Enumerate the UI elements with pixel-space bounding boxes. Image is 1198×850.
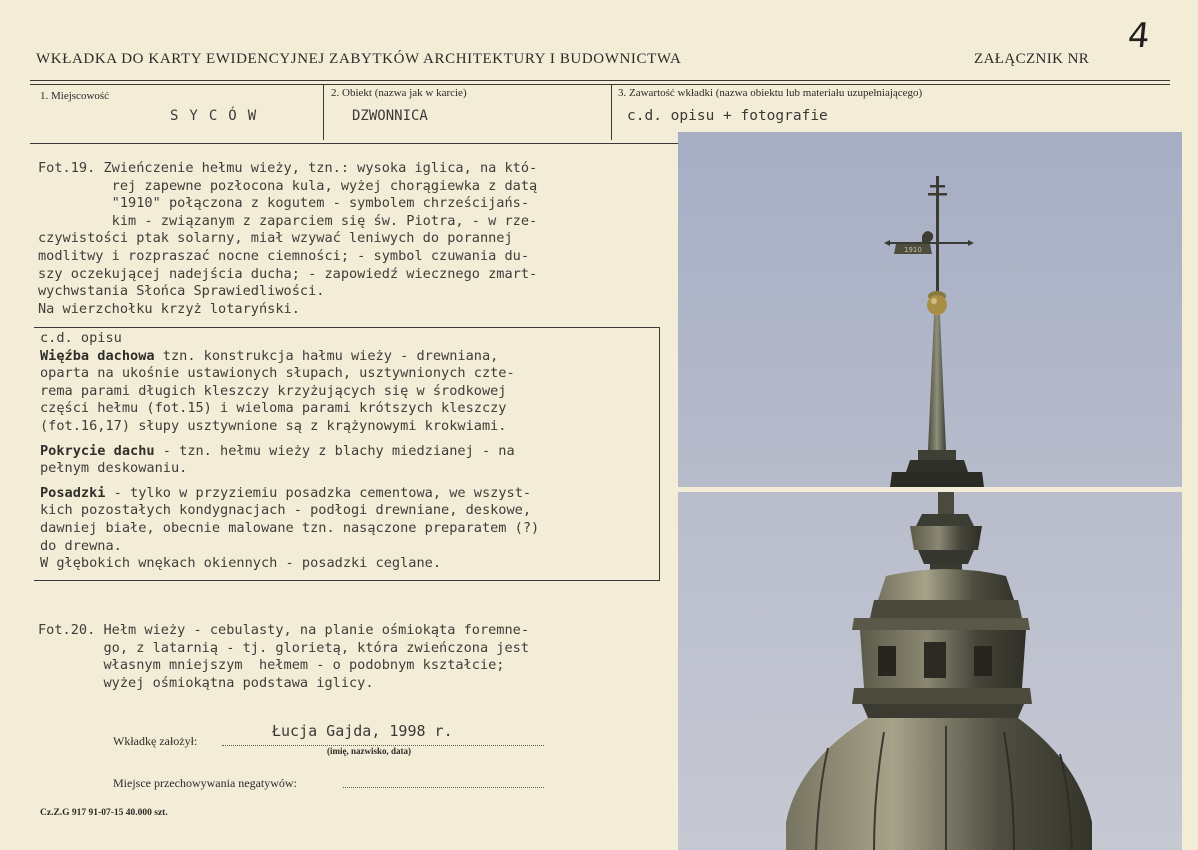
description-line: części hełmu (fot.15) i wieloma parami krótszych kleszczy bbox=[40, 400, 507, 417]
description-line: rema parami długich kleszczy krzyżujących się w środkowej bbox=[40, 382, 507, 399]
field3-label: 3. Zawartość wkładki (nazwa obiektu lub materiału uzupełniającego) bbox=[618, 87, 923, 99]
photo-spire-top bbox=[678, 132, 1182, 487]
attachment-number: 4 bbox=[1125, 16, 1152, 56]
fot19-line: "1910" połączona z kogutem - symbolem chrześcijańs- bbox=[38, 195, 530, 212]
fot20-line: Fot.20. Hełm wieży - cebulasty, na planie ośmiokąta foremne- bbox=[38, 622, 530, 638]
fot20-line: wyżej ośmiokątna podstawa iglicy. bbox=[38, 674, 374, 691]
fot20-line: własnym mniejszym hełmem - o podobnym kształcie; bbox=[38, 657, 505, 674]
field-divider-1 bbox=[323, 84, 324, 140]
fot19-line: kim - związanym z zaparciem się św. Piotra, - w rze- bbox=[38, 212, 538, 229]
roofing-heading: Pokrycie dachu bbox=[40, 442, 155, 459]
fot19-line: szy oczekującej nadejścia ducha; - zapowiedź wiecznego zmart- bbox=[38, 265, 538, 282]
flag-date: 1910 bbox=[904, 246, 922, 254]
fot19-line: Na wierzchołku krzyż lotaryński. bbox=[38, 300, 300, 317]
onion-dome-image bbox=[678, 492, 1182, 850]
fot20-line: go, z latarnią - tj. glorietą, która zwieńczona jest bbox=[38, 639, 530, 656]
fot19-line: wychwstania Słońca Sprawiedliwości. bbox=[38, 283, 325, 300]
description-line: dawniej białe, obecnie malowane tzn. nasączone preparatem (?) bbox=[40, 519, 540, 536]
roof-truss-heading: Więźba dachowa bbox=[40, 347, 155, 364]
fot19-block bbox=[38, 160, 537, 318]
header-rule-top bbox=[30, 80, 1170, 81]
attachment-label: ZAŁĄCZNIK NR bbox=[974, 51, 1090, 67]
description-line: do drewna. bbox=[40, 537, 122, 554]
photo-onion-dome bbox=[678, 492, 1182, 850]
fot19-line: czywistości ptak solarny, miał wzywać leniwych do porannej bbox=[38, 230, 513, 247]
fot19-line: modlitwy i rozpraszać nocne ciemności; - symbol czuwania du- bbox=[38, 247, 530, 264]
fot19-line: Fot.19. Zwieńczenie hełmu wieży, tzn.: wysoka iglica, na któ- bbox=[38, 160, 538, 176]
spire-top-image bbox=[678, 132, 1182, 487]
description-line: oparta na ukośnie ustawionych słupach, usztywnionych czte- bbox=[40, 365, 515, 382]
description-line: W głębokich wnękach okiennych - posadzki ceglane. bbox=[40, 555, 442, 572]
field1-value: SYCÓW bbox=[170, 108, 268, 124]
negatives-label: Miejsce przechowywania negatywów: bbox=[113, 776, 297, 790]
field2-label: 2. Obiekt (nazwa jak w karcie) bbox=[331, 87, 467, 99]
description-line: - tylko w przyziemiu posadzka cementowa, we wszyst- bbox=[105, 484, 532, 501]
field-divider-2 bbox=[611, 84, 612, 140]
description-line: tzn. konstrukcja hałmu wieży - drewniana, bbox=[154, 347, 499, 364]
fot20-block bbox=[38, 622, 529, 692]
description-block bbox=[40, 330, 539, 573]
negatives-dotline bbox=[343, 787, 544, 788]
fot19-line: rej zapewne pozłocona kula, wyżej chorągiewka z datą bbox=[38, 177, 538, 194]
form-title: WKŁADKA DO KARTY EWIDENCYJNEJ ZABYTKÓW ARCHITEKTURY I BUDOWNICTWA bbox=[36, 51, 682, 67]
field1-label: 1. Miejscowość bbox=[40, 90, 110, 102]
field3-value: c.d. opisu + fotografie bbox=[627, 108, 828, 124]
author-label: Wkładkę założył: bbox=[113, 734, 198, 748]
field2-value: DZWONNICA bbox=[352, 108, 428, 124]
header-rule-top-2 bbox=[30, 84, 1170, 85]
description-line: kich pozostałych kondygnacjach - podłogi drewniane, deskowe, bbox=[40, 502, 532, 519]
description-line: (fot.16,17) słupy usztywnione są z krążynowymi krokwiami. bbox=[40, 417, 507, 434]
floors-heading: Posadzki bbox=[40, 484, 106, 501]
author-value: Łucja Gajda, 1998 r. bbox=[272, 722, 453, 740]
author-caption: (imię, nazwisko, data) bbox=[327, 746, 411, 756]
print-info: Cz.Z.G 917 91-07-15 40.000 szt. bbox=[40, 808, 168, 818]
description-heading: c.d. opisu bbox=[40, 330, 122, 346]
description-line: pełnym deskowaniu. bbox=[40, 460, 188, 477]
description-line: - tzn. hełmu wieży z blachy miedzianej - na bbox=[154, 442, 515, 459]
